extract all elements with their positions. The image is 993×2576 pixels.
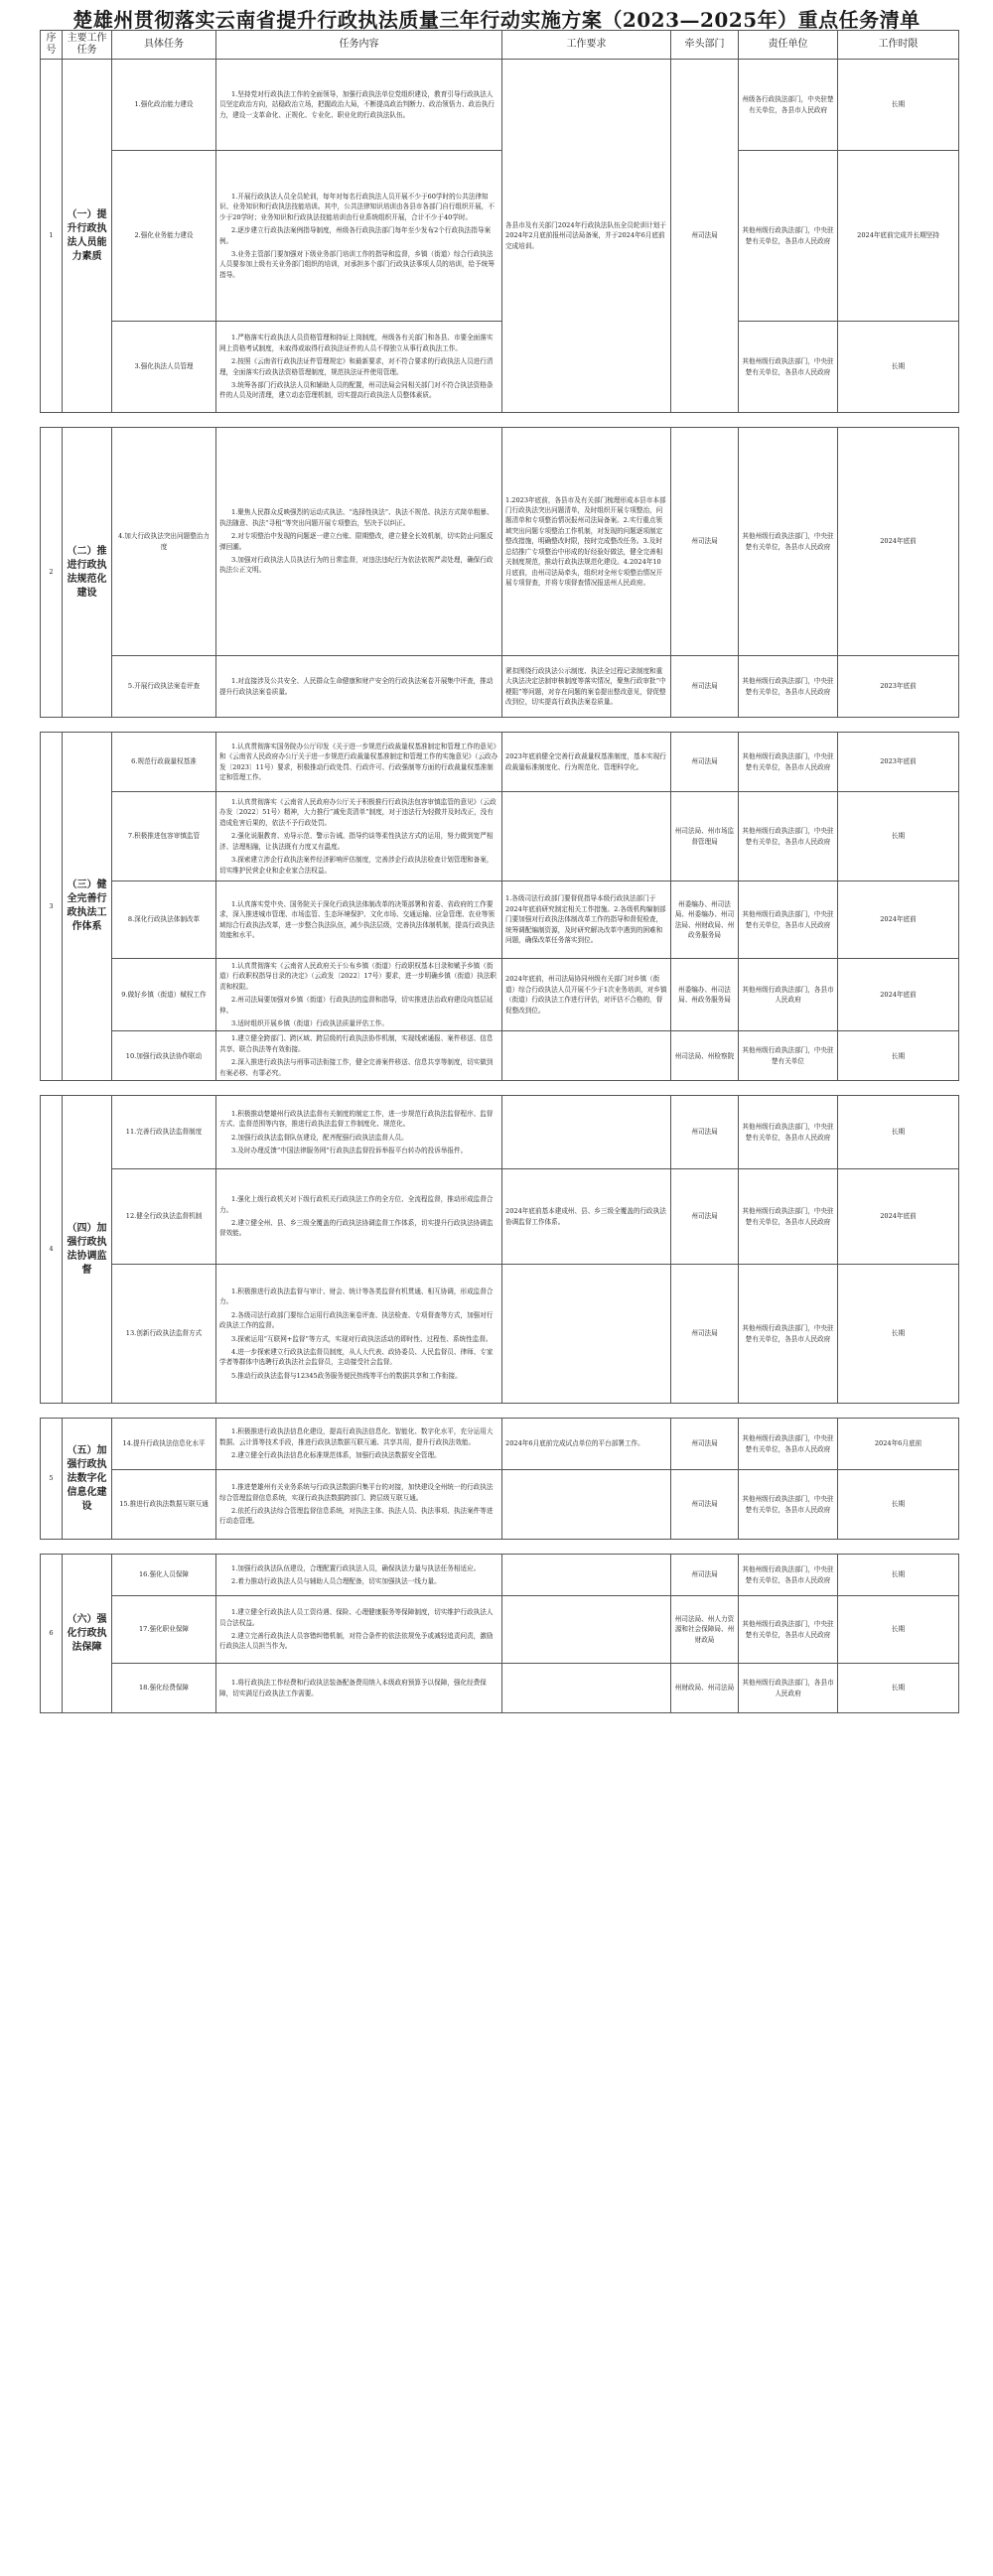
content-paragraph: 2.强化说服教育、劝导示范、警示告诫、指导约谈等柔性执法方式的运用，努力做到宽严相济、法理相融，让执法既有力度又有温度。 <box>219 832 494 851</box>
group-number: 5 <box>41 1419 63 1540</box>
lead-department: 州司法局 <box>671 1169 739 1265</box>
work-requirement: 2024年6月底前完成试点单位的平台部署工作。 <box>502 1419 671 1470</box>
table-row <box>41 1031 959 1081</box>
content-paragraph: 3.及时办理反馈“中国法律服务网”行政执法监督投诉举报平台转办的投诉举报件。 <box>231 1146 468 1154</box>
content-paragraph: 4.进一步探索建立行政执法监督员制度，从人大代表、政协委员、人民监督员、律师、专家学者等群体中选聘行政执法社会监督员，主动接受社会监督。 <box>219 1347 494 1367</box>
work-requirement <box>502 1470 671 1540</box>
task-content <box>216 1596 502 1664</box>
lead-department: 州司法局 <box>671 1555 739 1596</box>
group-number: 2 <box>41 428 63 718</box>
content-paragraph: 2.逐步建立行政执法案例指导制度，州级各行政执法部门每年至少发布2个行政执法指导案例。 <box>219 226 492 245</box>
responsible-units: 其他州级行政执法部门，中央驻楚有关单位，各县市人民政府 <box>739 1096 838 1169</box>
table-row <box>41 151 959 322</box>
table-row <box>41 1596 959 1664</box>
table-row <box>41 1419 959 1470</box>
content-paragraph: 3.探索建立涉企行政执法案件经济影响评估制度，完善涉企行政执法检查计划管理和备案，切实维护民营企业和企业家合法权益。 <box>219 856 494 875</box>
lead-department: 州委编办、州司法局、州委编办、州司法局、州财政局、州政务服务局 <box>671 881 739 959</box>
specific-task: 1.强化政治能力建设 <box>112 60 216 151</box>
content-paragraph: 1.推进楚雄州有关业务系统与行政执法数据归集平台的对接，加快建设全州统一的行政执法综合管理监督信息系统，实现行政执法数据跨部门、跨层级互联互通。 <box>219 1483 494 1502</box>
work-requirement: 各县市及有关部门2024年行政执法队伍全员轮训计划于2024年2月底前报州司法局备案，并于2024年6月底前完成培训。 <box>502 60 671 413</box>
task-content <box>216 1419 502 1470</box>
content-paragraph: 3.加强对行政执法人员执法行为的日常监督，对违法违纪行为依法依规严肃处理，确保行政执法公正文明。 <box>219 555 494 575</box>
table-row <box>41 1265 959 1404</box>
group-separator <box>41 1081 959 1096</box>
lead-department: 州司法局 <box>671 733 739 792</box>
work-requirement <box>502 792 671 881</box>
responsible-units: 其他州级行政执法部门，中央驻楚有关单位，各县市人民政府 <box>739 792 838 881</box>
lead-department: 州司法局 <box>671 1470 739 1540</box>
content-paragraph: 5.推动行政执法监督与12345政务服务便民热线等平台的数据共享和工作衔接。 <box>231 1371 462 1380</box>
separator-cell <box>41 1540 959 1555</box>
separator-cell <box>41 1081 959 1096</box>
content-paragraph: 2.着力推动行政执法人员与辅助人员合理配备，切实加强执法一线力量。 <box>231 1577 441 1586</box>
table-body <box>41 60 959 1713</box>
deadline: 2024年底前完成并长期坚持 <box>838 151 959 322</box>
content-paragraph: 2.对专项整治中发现的问题逐一建立台账、限期整改，建立健全长效机制，切实防止问题反弹回潮。 <box>219 532 494 551</box>
deadline: 长期 <box>838 792 959 881</box>
responsible-units: 其他州级行政执法部门，中央驻楚有关单位，各县市人民政府 <box>739 1265 838 1404</box>
content-paragraph: 1.建立健全跨部门、跨区域、跨层级的行政执法协作机制，实现线索通报、案件移送、信息共享、联合执法等有效衔接。 <box>219 1034 494 1053</box>
deadline: 2024年6月底前 <box>838 1419 959 1470</box>
specific-task: 7.积极推进包容审慎监管 <box>112 792 216 881</box>
content-paragraph: 1.对直接涉及公共安全、人民群众生命健康和财产安全的行政执法案卷开展集中评查，推动提升行政执法案卷质量。 <box>219 677 494 696</box>
specific-task: 18.强化经费保障 <box>112 1664 216 1713</box>
work-requirement: 2024年底前基本建成州、县、乡三级全覆盖的行政执法协调监督工作体系。 <box>502 1169 671 1265</box>
work-requirement <box>502 1555 671 1596</box>
specific-task: 5.开展行政执法案卷评查 <box>112 656 216 718</box>
group-separator <box>41 413 959 428</box>
specific-task: 4.加大行政执法突出问题整治力度 <box>112 428 216 656</box>
content-paragraph: 1.加强行政执法队伍建设，合理配置行政执法人员，确保执法力量与执法任务相适应。 <box>231 1563 481 1572</box>
responsible-units: 其他州级行政执法部门，中央驻楚有关单位，各县市人民政府 <box>739 881 838 959</box>
work-requirement <box>502 1664 671 1713</box>
table-row <box>41 959 959 1031</box>
group-number: 3 <box>41 733 63 1081</box>
group-number: 1 <box>41 60 63 413</box>
lead-department: 州司法局、州市场监督管理局 <box>671 792 739 881</box>
content-paragraph: 3.适时组织开展乡镇（街道）行政执法质量评估工作。 <box>231 1019 388 1028</box>
lead-department: 州司法局 <box>671 656 739 718</box>
lead-department: 州司法局 <box>671 428 739 656</box>
content-paragraph: 3.统筹各部门行政执法人员和辅助人员的配置，州司法局会同相关部门对不符合执法资格条件的人员及时清理，建立动态管理机制，切实提高行政执法人员整体素质。 <box>219 380 494 400</box>
deadline: 长期 <box>838 1265 959 1404</box>
responsible-units: 其他州级行政执法部门，中央驻楚有关单位，各县市人民政府 <box>739 1555 838 1596</box>
lead-department: 州司法局、州人力资源和社会保障局、州财政局 <box>671 1596 739 1664</box>
specific-task: 13.创新行政执法监督方式 <box>112 1265 216 1404</box>
main-task-name: （一）提升行政执法人员能力素质 <box>63 60 112 413</box>
specific-task: 8.深化行政执法体制改革 <box>112 881 216 959</box>
content-paragraph: 3.探索运用“互联网+监督”等方式，实现对行政执法活动的即时性、过程性、系统性监督。 <box>231 1334 493 1343</box>
deadline: 长期 <box>838 322 959 413</box>
table-row <box>41 1664 959 1713</box>
task-content <box>216 1169 502 1265</box>
deadline: 2024年底前 <box>838 428 959 656</box>
responsible-units: 其他州级行政执法部门，中央驻楚有关单位 <box>739 1031 838 1081</box>
content-paragraph: 2.州司法局要加强对乡镇（街道）行政执法的监督和指导，切实推进法治政府建设向基层延伸。 <box>219 996 494 1015</box>
main-task-name: （四）加强行政执法协调监督 <box>63 1096 112 1404</box>
content-paragraph: 1.积极推进行政执法信息化建设，提高行政执法信息化、智能化、数字化水平，充分运用大数据、云计算等技术手段，推进行政执法数据互联互通、共享共用，提升行政执法效能。 <box>219 1427 494 1446</box>
header-deadline: 工作时限 <box>838 31 959 60</box>
table-row <box>41 428 959 656</box>
header-main-task: 主要工作任务 <box>63 31 112 60</box>
main-task-name: （六）强化行政执法保障 <box>63 1555 112 1713</box>
lead-department: 州司法局 <box>671 1096 739 1169</box>
content-paragraph: 1.认真落实党中央、国务院关于深化行政执法体制改革的决策部署和省委、省政府的工作要求，深入推进城市管理、市场监管、生态环境保护、文化市场、交通运输、应急管理、农业等领域综合行政执法改革，进一步整合执法队伍，减少执法层级，完善执法体制机制，提高行政执法效能和水平。 <box>219 899 495 939</box>
content-paragraph: 1.开展行政执法人员全员轮训，每年对每名行政执法人员开展不少于60学时的公共法律知识、业务知识和行政执法技能培训。其中，公共法律知识培训由各县市各部门自行组织开展，不少于20学时；业务知识和行政执法技能培训由行业系统组织开展，合计不少于40学时。 <box>219 192 495 221</box>
work-requirement: 2023年底前健全完善行政裁量权基准制度，基本实现行政裁量标准制度化、行为规范化、管理科学化。 <box>502 733 671 792</box>
specific-task: 14.提升行政执法信息化水平 <box>112 1419 216 1470</box>
content-paragraph: 1.将行政执法工作经费和行政执法装备配备费用纳入本级政府预算予以保障，强化经费保障，切实满足行政执法工作需要。 <box>219 1679 487 1697</box>
task-content <box>216 1031 502 1081</box>
responsible-units: 其他州级行政执法部门，中央驻楚有关单位，各县市人民政府 <box>739 428 838 656</box>
content-paragraph: 3.业务主管部门要加强对下级业务部门培训工作的指导和监督，乡镇（街道）综合行政执法人员要参加上级有关业务部门组织的培训，对承担多个部门行政执法事项人员的培训，给予统筹指导。 <box>219 249 495 279</box>
lead-department: 州委编办、州司法局、州政务服务局 <box>671 959 739 1031</box>
main-task-name: （五）加强行政执法数字化信息化建设 <box>63 1419 112 1540</box>
group-number: 6 <box>41 1555 63 1713</box>
table-row <box>41 656 959 718</box>
task-content <box>216 881 502 959</box>
header-content: 任务内容 <box>216 31 502 60</box>
content-paragraph: 1.认真贯彻落实国务院办公厅印发《关于进一步规范行政裁量权基准制定和管理工作的意见》和《云南省人民政府办公厅关于进一步规范行政裁量权基准制定和管理工作的实施意见》（云政办发〔2023〕11号）要求，积极推动行政处罚、行政许可、行政强制等方面的行政裁量权基准制定和管理工作。 <box>219 742 498 781</box>
task-content <box>216 1096 502 1169</box>
specific-task: 17.强化职业保障 <box>112 1596 216 1664</box>
task-content <box>216 151 502 322</box>
specific-task: 15.推进行政执法数据互联互通 <box>112 1470 216 1540</box>
group-number: 4 <box>41 1096 63 1404</box>
responsible-units: 其他州级行政执法部门，中央驻楚有关单位，各县市人民政府 <box>739 1470 838 1540</box>
responsible-units: 其他州级行政执法部门，中央驻楚有关单位，各县市人民政府 <box>739 322 838 413</box>
separator-cell <box>41 718 959 733</box>
table-row <box>41 881 959 959</box>
content-paragraph: 2.建立完善行政执法人员容错纠错机制，对符合条件的依法依规免予或减轻追责问责，激励行政执法人员担当作为。 <box>219 1632 494 1651</box>
content-paragraph: 2.按照《云南省行政执法证件管理规定》和最新要求，对不符合要求的行政执法人员进行清理，全面落实行政执法资格管理制度，规范执法证件使用管理。 <box>219 357 494 376</box>
lead-department: 州财政局、州司法局 <box>671 1664 739 1713</box>
task-content <box>216 1265 502 1404</box>
task-content <box>216 60 502 151</box>
responsible-units: 州级各行政执法部门，中央驻楚有关单位，各县市人民政府 <box>739 60 838 151</box>
responsible-units: 其他州级行政执法部门，中央驻楚有关单位，各县市人民政府 <box>739 656 838 718</box>
work-requirement <box>502 1265 671 1404</box>
lead-department: 州司法局、州检察院 <box>671 1031 739 1081</box>
deadline: 长期 <box>838 1596 959 1664</box>
deadline: 长期 <box>838 1470 959 1540</box>
content-paragraph: 2.深入推进行政执法与刑事司法衔接工作，健全完善案件移送、信息共享等制度，切实做到有案必移、有罪必究。 <box>219 1058 494 1077</box>
work-requirement: 2024年底前，州司法局协同州级有关部门对乡镇（街道）综合行政执法人员开展不少于1次业务培训，对乡镇（街道）行政执法工作进行评估，对评估不合格的，督促整改到位。 <box>502 959 671 1031</box>
task-table <box>40 30 959 1713</box>
specific-task: 12.健全行政执法监督机制 <box>112 1169 216 1265</box>
work-requirement: 紧扣围绕行政执法公示制度、执法全过程记录制度和重大执法决定法制审核制度等落实情况，聚焦行政审批“中梗阻”等问题，对存在问题的案卷提出整改意见，督促整改到位，切实提高行政执法案卷质量。 <box>502 656 671 718</box>
main-task-name: （二）推进行政执法规范化建设 <box>63 428 112 718</box>
deadline: 2023年底前 <box>838 733 959 792</box>
work-requirement <box>502 1096 671 1169</box>
content-paragraph: 1.建立健全行政执法人员工资待遇、保险、心理健康服务等保障制度，切实维护行政执法人员合法权益。 <box>219 1608 494 1627</box>
lead-department: 州司法局 <box>671 60 739 413</box>
work-requirement: 1.2023年底前，各县市及有关部门梳理形成本县市本部门行政执法突出问题清单，及时组织开展专项整治，问题清单和专项整治情况报州司法局备案。2.实行重点领域突出问题专项整治工作机制，对发现的问题逐项制定整改措施，明确整改时限，按时完成整改任务。3.及时总结推广专项整治中形成的好经验好做法，健全完善相关制度规范，推动行政执法规范化建设。4.2024年10月底前，由州司法局牵头，组织对全州专项整治情况开展专项督查，并将专项督查情况报送州人民政府。 <box>502 428 671 656</box>
content-paragraph: 2.加强行政执法监督队伍建设，配齐配强行政执法监督人员。 <box>231 1133 408 1142</box>
content-paragraph: 2.依托行政执法综合管理监督信息系统，对执法主体、执法人员、执法事项、执法案件等进行动态管理。 <box>219 1507 494 1526</box>
main-task-name: （三）健全完善行政执法工作体系 <box>63 733 112 1081</box>
content-paragraph: 2.各级司法行政部门要综合运用行政执法案卷评查、执法检查、专项督查等方式，加强对行政执法工作的监督。 <box>219 1310 494 1330</box>
deadline: 长期 <box>838 1664 959 1713</box>
lead-department: 州司法局 <box>671 1265 739 1404</box>
work-requirement <box>502 1596 671 1664</box>
content-paragraph: 2.建立健全行政执法信息化标准规范体系，加强行政执法数据安全管理。 <box>231 1451 441 1460</box>
group-separator <box>41 1404 959 1419</box>
deadline: 长期 <box>838 60 959 151</box>
table-row <box>41 1096 959 1169</box>
task-content <box>216 959 502 1031</box>
work-requirement <box>502 1031 671 1081</box>
content-paragraph: 1.认真贯彻落实《云南省人民政府关于公布乡镇（街道）行政职权基本目录和赋予乡镇（街道）行政职权指导目录的决定》（云政发〔2022〕17号）要求，进一步明确乡镇（街道）执法职责和权限。 <box>219 962 497 991</box>
content-paragraph: 1.聚焦人民群众反映强烈的运动式执法、“选择性执法”、执法不规范、执法方式简单粗暴、执法随意、执法“寻租”等突出问题开展专项整治，坚决予以纠正。 <box>219 508 494 527</box>
content-paragraph: 2.建立健全州、县、乡三级全覆盖的行政执法协调监督工作体系，切实提升行政执法协调监督效能。 <box>219 1219 494 1238</box>
separator-cell <box>41 413 959 428</box>
table-row <box>41 733 959 792</box>
specific-task: 16.强化人员保障 <box>112 1555 216 1596</box>
specific-task: 2.强化业务能力建设 <box>112 151 216 322</box>
content-paragraph: 1.积极推动楚雄州行政执法监督有关制度的制定工作，进一步规范行政执法监督程序、监督方式、监督范围等内容，推进行政执法监督工作制度化、规范化。 <box>219 1109 494 1129</box>
content-paragraph: 1.严格落实行政执法人员资格管理和持证上岗制度，州级各有关部门和各县、市要全面落实网上资格考试制度，未取得或取得行政执法证件的人员不得独立从事行政执法工作。 <box>219 334 494 352</box>
task-content <box>216 1664 502 1713</box>
content-paragraph: 1.坚持党对行政执法工作的全面领导，加强行政执法单位党组织建设，教育引导行政执法人员坚定政治方向，站稳政治立场，把握政治大局，不断提高政治判断力、政治领悟力、政治执行力，建设一支革命化、正规化、专业化、职业化的行政执法队伍。 <box>219 89 495 119</box>
content-paragraph: 1.强化上级行政机关对下级行政机关行政执法工作的全方位、全流程监督，推动形成监督合力。 <box>219 1195 494 1214</box>
table-row <box>41 322 959 413</box>
specific-task: 3.强化执法人员管理 <box>112 322 216 413</box>
table-row <box>41 1555 959 1596</box>
specific-task: 10.加强行政执法协作联动 <box>112 1031 216 1081</box>
task-content <box>216 322 502 413</box>
deadline: 2023年底前 <box>838 656 959 718</box>
responsible-units: 其他州级行政执法部门，中央驻楚有关单位，各县市人民政府 <box>739 1419 838 1470</box>
header-requirement: 工作要求 <box>502 31 671 60</box>
deadline: 2024年底前 <box>838 881 959 959</box>
deadline: 长期 <box>838 1555 959 1596</box>
responsible-units: 其他州级行政执法部门，中央驻楚有关单位，各县市人民政府 <box>739 1596 838 1664</box>
specific-task: 6.规范行政裁量权基准 <box>112 733 216 792</box>
responsible-units: 其他州级行政执法部门，中央驻楚有关单位，各县市人民政府 <box>739 1169 838 1265</box>
specific-task: 11.完善行政执法监督制度 <box>112 1096 216 1169</box>
task-content <box>216 656 502 718</box>
content-paragraph: 1.积极推进行政执法监督与审计、财会、统计等各类监督有机贯通、相互协调，形成监督合力。 <box>219 1287 494 1306</box>
header-lead: 牵头部门 <box>671 31 739 60</box>
responsible-units: 其他州级行政执法部门，中央驻楚有关单位，各县市人民政府 <box>739 151 838 322</box>
specific-task: 9.做好乡镇（街道）赋权工作 <box>112 959 216 1031</box>
responsible-units: 其他州级行政执法部门，中央驻楚有关单位，各县市人民政府 <box>739 733 838 792</box>
table-row <box>41 792 959 881</box>
table-row <box>41 60 959 151</box>
task-content <box>216 1555 502 1596</box>
task-content <box>216 792 502 881</box>
separator-cell <box>41 1404 959 1419</box>
deadline: 长期 <box>838 1031 959 1081</box>
page-title: 楚雄州贯彻落实云南省提升行政执法质量三年行动实施方案（2023—2025年）重点任务清单 <box>72 8 921 32</box>
lead-department: 州司法局 <box>671 1419 739 1470</box>
responsible-units: 其他州级行政执法部门，各县市人民政府 <box>739 959 838 1031</box>
deadline: 长期 <box>838 1096 959 1169</box>
task-content <box>216 733 502 792</box>
task-content <box>216 1470 502 1540</box>
table-row <box>41 1470 959 1540</box>
responsible-units: 其他州级行政执法部门，各县市人民政府 <box>739 1664 838 1713</box>
content-paragraph: 1.认真贯彻落实《云南省人民政府办公厅关于积极推行行政执法包容审慎监管的意见》（云政办发〔2022〕51号）精神，大力推行“减免责清单”制度，对于违法行为轻微并及时改正，没有造成危害后果的，依法不予行政处罚。 <box>219 798 496 827</box>
group-separator <box>41 1540 959 1555</box>
header-no: 序号 <box>41 31 63 60</box>
group-separator <box>41 718 959 733</box>
deadline: 2024年底前 <box>838 959 959 1031</box>
table-header-row <box>41 31 959 60</box>
header-resp: 责任单位 <box>739 31 838 60</box>
table-row <box>41 1169 959 1265</box>
task-content <box>216 428 502 656</box>
work-requirement: 1.各级司法行政部门要督促指导本级行政执法部门于2024年底前研究制定相关工作措施。2.各级机构编制部门要加强对行政执法体制改革工作的指导和督促检查，统筹调配编制资源，及时研究解决改革中遇到的困难和问题，确保改革任务落实到位。 <box>502 881 671 959</box>
deadline: 2024年底前 <box>838 1169 959 1265</box>
header-specific-task: 具体任务 <box>112 31 216 60</box>
